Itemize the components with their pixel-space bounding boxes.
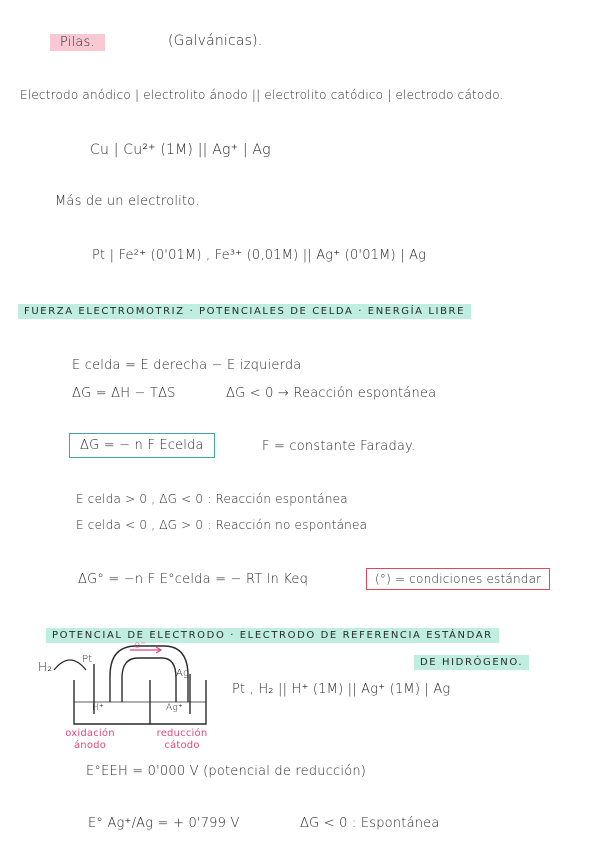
page-subtitle: (Galvánicas). [168,33,263,49]
boxed-equation: ΔG = − n F Ecelda [69,433,215,458]
reduction-text: reducción [156,728,208,739]
diagram-label-ag: Ag [176,668,190,679]
diagram-label-pt: Pt [82,654,93,665]
oxidation-text: oxidación [65,728,115,739]
section-heading-electrode: POTENCIAL DE ELECTRODO · ELECTRODO DE REFERENCIA ESTÁNDAR [46,628,499,643]
more-electrolyte-label: Más de un electrolito. [55,194,200,209]
standard-conditions-note: (°) = condiciones estándar [366,568,550,590]
equation-gibbs: ΔG = ΔH − TΔS [72,386,176,401]
section-heading-electrode-2: DE HIDRÓGENO. [414,655,529,670]
anode-label [60,728,120,752]
diagram-label-agplus: Ag⁺ [166,703,183,713]
anode-text: ánodo [73,740,107,751]
cell-example-2: Pt | Fe²⁺ (0'01M) , Fe³⁺ (0,01M) || Ag⁺ (0'01M) | Ag [92,248,427,263]
section-heading-emf: FUERZA ELECTROMOTRIZ · POTENCIALES DE CELDA · ENERGÍA LIBRE [18,304,471,319]
equation-ecelda: E celda = E derecha − E izquierda [72,358,302,373]
condition-positive: E celda > 0 , ΔG < 0 : Reacción espontánea [76,492,348,506]
page-title: Pilas. [50,34,105,51]
faraday-constant: F = constante Faraday. [262,439,416,454]
ag-spontaneous-note: ΔG < 0 : Espontánea [300,816,440,831]
cell-example-1: Cu | Cu²⁺ (1M) || Ag⁺ | Ag [90,142,271,158]
standard-equation: ΔG° = −n F E°celda = − RT ln Keq [78,572,309,587]
equation-spontaneous: ΔG < 0 → Reacción espontánea [226,386,437,401]
diagram-label-hplus: H⁺ [92,703,104,713]
cathode-text: cátodo [164,740,200,751]
diagram-label-h2: H₂ [38,660,53,674]
condition-negative: E celda < 0 , ΔG > 0 : Reacción no espontánea [76,518,368,532]
cell-notation-general: Electrodo anódico | electrolito ánodo || electrolito catódico | electrodo cátodo. [20,88,504,102]
ag-potential: E° Ag⁺/Ag = + 0'799 V [88,816,240,831]
she-cell-notation: Pt , H₂ || H⁺ (1M) || Ag⁺ (1M) | Ag [232,682,451,697]
diagram-label-electron: e⁻ [134,640,146,651]
cathode-label [152,728,212,752]
she-potential: E°EEH = 0'000 V (potencial de reducción) [86,764,367,779]
